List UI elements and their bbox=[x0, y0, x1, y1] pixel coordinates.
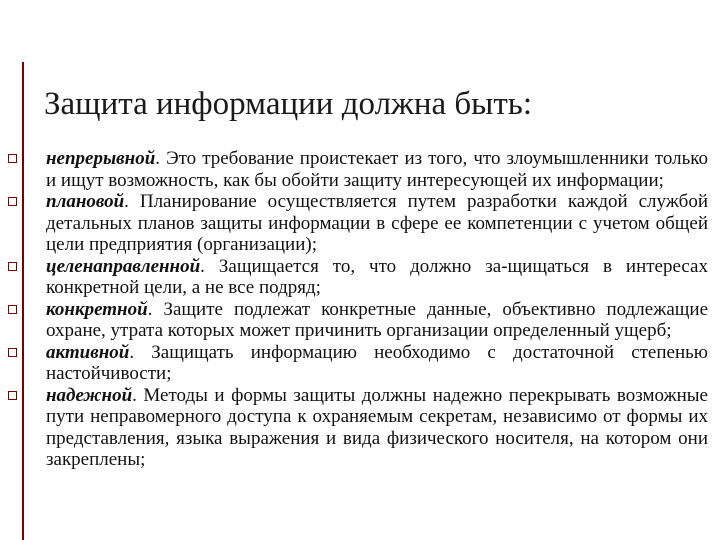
square-bullet-icon bbox=[8, 348, 17, 357]
list-item bbox=[0, 256, 708, 299]
item-term: целенаправленной bbox=[46, 255, 201, 277]
item-term: активной bbox=[46, 341, 130, 363]
item-text: . Это требование проистекает из того, что злоумышленники только и ищут возможность, как бы обойти защиту интересующей их информации; bbox=[46, 148, 708, 191]
item-text: . Защищать информацию необходимо с достаточной степенью настойчивости; bbox=[46, 341, 708, 384]
square-bullet-icon bbox=[8, 154, 17, 163]
list-item bbox=[0, 191, 708, 256]
item-term: надежной bbox=[46, 384, 133, 406]
item-text: . Планирование осуществляется путем разработки каждой службой детальных планов защиты информации в сфере ее компетенции с учетом общей цели предприятия (организации); bbox=[46, 191, 708, 255]
slide-title: Защита информации должна быть: bbox=[44, 86, 532, 122]
list-item bbox=[0, 385, 708, 471]
square-bullet-icon bbox=[8, 262, 17, 271]
bullet-list bbox=[0, 148, 720, 471]
item-text: . Защите подлежат конкретные данные, объективно подлежащие охране, утрата которых может причинить организации определенный ущерб; bbox=[46, 298, 708, 341]
list-item bbox=[0, 148, 708, 191]
item-text: . Защищается то, что должно за-щищаться в интересах конкретной цели, а не все подряд; bbox=[46, 255, 708, 298]
item-term: конкретной bbox=[46, 298, 148, 320]
square-bullet-icon bbox=[8, 305, 17, 314]
list-item bbox=[0, 299, 708, 342]
item-text: . Методы и формы защиты должны надежно перекрывать возможные пути неправомерного доступа к охраняемым секретам, независимо от формы их представления, языка выражения и вида физического носителя, на котором они закреплены; bbox=[46, 384, 708, 470]
item-term: плановой bbox=[46, 191, 125, 212]
square-bullet-icon bbox=[8, 391, 17, 400]
item-term: непрерывной bbox=[46, 148, 156, 169]
square-bullet-icon bbox=[8, 197, 17, 206]
list-item bbox=[0, 342, 708, 385]
